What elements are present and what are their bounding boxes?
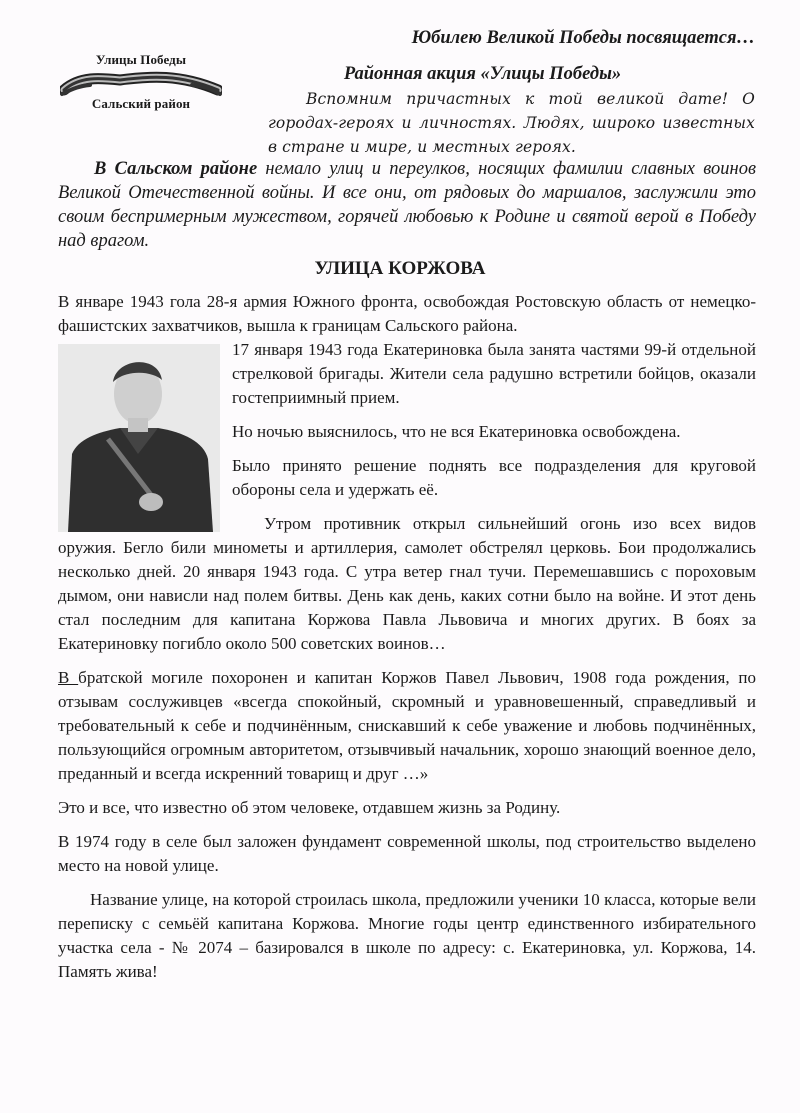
article-paragraph: Утром противник открыл сильнейший огонь изо всех видов оружия. Бегло били минометы и артиллерия, самолет обстрелял церковь. Бои продолжались несколько дней. 20 января 1943 года. С утра ветер гнал тучи. Перемешавшись с пороховым дымом, они нависли над полем битвы. День как день, каких сотни было на войне. И этот день стал последним для капитана Коржова Павла Львовича и многих других. В боях за Екатериновку погибло около 500 советских воинов…	[58, 514, 756, 653]
article-paragraph	[58, 290, 756, 338]
logo-bottom-text: Сальский район	[91, 96, 191, 111]
article-paragraph: Название улице, на которой строилась школа, предложили ученики 10 класса, которые вели переписку с семьёй капитана Коржова. Многие годы центр единственного избирательного участка села - № 2074 – базировался в школе по адресу: с. Екатериновка, ул. Коржова, 14. Память жива!	[58, 890, 756, 981]
intro-text	[268, 87, 755, 159]
underlined-lead: В	[58, 668, 79, 687]
article-paragraph: Но ночью выяснилось, что не вся Екатериновка освобождена.	[232, 422, 681, 441]
article-paragraph: 17 января 1943 года Екатериновка была занята частями 99-й отдельной стрелковой бригады. Жители села радушно встретили бойцов, оказали гостеприимный прием.	[232, 340, 756, 407]
portrait-image	[58, 344, 220, 532]
article-title: УЛИЦА КОРЖОВА	[314, 258, 486, 279]
district-paragraph	[58, 157, 756, 253]
st-george-ribbon-icon	[60, 68, 222, 98]
article-paragraph-text: братской могиле похоронен и капитан Коржов Павел Львович, 1908 года рождения, по отзывам сослуживцев «всегда спокойный, скромный и уравновешенный, справедливый и требовательный к себе и подчинённым, снискавший к себе уважение и любовь подчинённых, пользующийся огромным авторитетом, отзывчивый начальник, хорошо знающий военное дело, преданный и всегда искренний товарищ и друг …»	[58, 668, 757, 783]
district-text: немало улиц и переулков, носящих фамилии славных воинов Великой Отечественной войны. И все они, от рядовых до маршалов, заслужили это своим беспримерным мужеством, горячей любовью к Родине и святой верой в Победу над врагом.	[58, 159, 756, 251]
article-body	[58, 290, 756, 994]
action-title: Районная акция «Улицы Победы»	[343, 64, 622, 84]
portrait-photo	[58, 344, 220, 532]
intro-paragraph: Вспомним причастных к той великой дате! О городах-героях и личностях. Людях, широко известных в стране и мире, и местных героях.	[268, 90, 755, 156]
dedication-heading: Юбилею Великой Победы посвящается…	[411, 28, 755, 48]
article-paragraph: В 1974 году в селе был заложен фундамент современной школы, под строительство выделено место на новой улице.	[58, 832, 756, 875]
article-paragraph: Было принято решение поднять все подразделения для круговой обороны села и удержать её.	[232, 456, 756, 499]
district-bold-lead: В Сальском районе	[94, 159, 258, 179]
article-paragraph-text: В январе 1943 гола 28-я армия Южного фронта, освобождая Ростовскую область от немецко-фашистских захватчиков, вышла к границам Сальского района.	[58, 292, 756, 335]
article-paragraph: Это и все, что известно об этом человеке, отдавшем жизнь за Родину.	[58, 798, 561, 817]
article-paragraph	[58, 666, 756, 786]
logo-top-text: Улицы Победы	[95, 52, 187, 67]
logo	[60, 48, 222, 118]
